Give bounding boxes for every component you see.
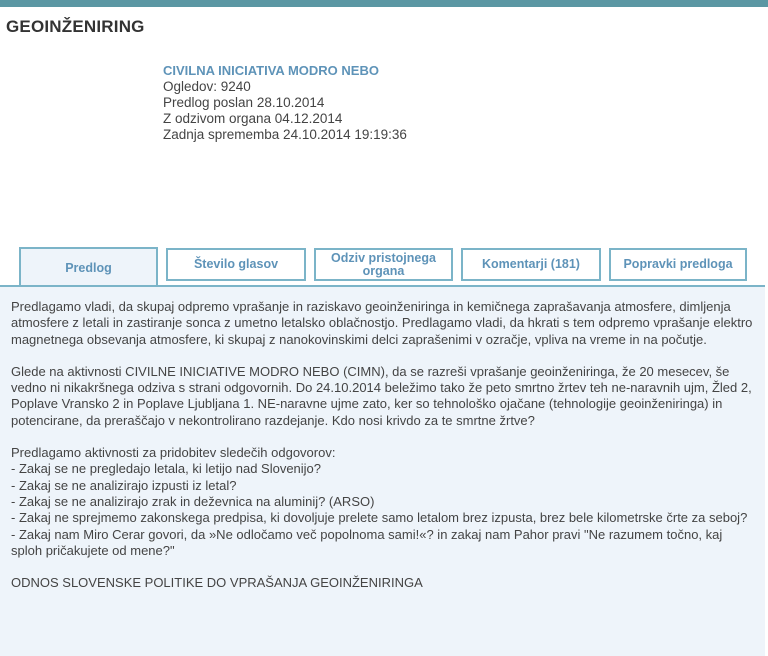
tab-popravki[interactable]: Popravki predloga	[609, 248, 747, 281]
last-change-date: Zadnja sprememba 24.10.2014 19:19:36	[163, 127, 407, 142]
proposal-meta	[163, 63, 407, 143]
closing-line: ODNOS SLOVENSKE POLITIKE DO VPRAŠANJA GEOINŽENIRINGA	[11, 575, 423, 591]
tab-komentarji[interactable]: Komentarji (181)	[461, 248, 601, 281]
questions-block	[11, 445, 756, 559]
question-item: - Zakaj nam Miro Cerar govori, da »Ne odločamo več popolnoma sami!«? in zakaj nam Pahor pravi "Ne razumem točno, kaj sploh pričakujete od mene?"	[11, 526, 723, 558]
top-accent-bar	[0, 0, 768, 7]
question-item: - Zakaj se ne analizirajo zrak in deževnica na aluminij? (ARSO)	[11, 493, 375, 509]
sent-date: Predlog poslan 28.10.2014	[163, 95, 325, 110]
question-item: - Zakaj se ne pregledajo letala, ki letijo nad Slovenijo?	[11, 461, 322, 477]
question-item: - Zakaj ne sprejmemo zakonskega predpisa, ki dovoljuje prelete samo letalom brez izpusta, brez bele kilometrske črte za seboj?	[11, 510, 748, 526]
tab-stevilo-glasov[interactable]: Število glasov	[166, 248, 306, 281]
paragraph-2: Glede na aktivnosti CIVILNE INICIATIVE MODRO NEBO (CIMN), da se razreši vprašanje geoinženiringa, že 20 mesecev, še vedno ni nikakršnega odziva s strani odgovornih. Do 24.10.2014 beležimo tako že peto smrtno žrtev teh ne-naravnih ujm, Žled 2, Poplave Vransko 2 in Poplave Ljubljana 1. NE-naravne ujme zato, ker so tehnološko ojačane (tehnologije geoinženiringa) in potencirane, da preraščajo v nekontrolirano razdejanje. Kdo nosi krivdo za te smrtne žrtve?	[11, 363, 752, 428]
tab-odziv-organa[interactable]: Odziv pristojnega organa	[314, 248, 453, 281]
views-count: Ogledov: 9240	[163, 79, 251, 94]
questions-intro: Predlagamo aktivnosti za pridobitev sledečih odgovorov:	[11, 445, 336, 461]
proposal-body	[11, 299, 756, 591]
page-title: GEOINŽENIRING	[6, 17, 145, 36]
initiative-name[interactable]: CIVILNA INICIATIVA MODRO NEBO	[163, 63, 379, 78]
question-item: - Zakaj se ne analizirajo izpusti iz letal?	[11, 477, 237, 493]
response-date: Z odzivom organa 04.12.2014	[163, 111, 343, 126]
paragraph-1: Predlagamo vladi, da skupaj odpremo vprašanje in raziskavo geoinženiringa in kemičnega zaprašavanja atmosfere, dimljenja atmosfere z letali in zastiranje sonca z umetno letalsko oblačnostjo. Predlagamo vladi, da hkrati s tem odpremo vprašanje elektro magnetnega obsevanja atmosfere, ki skupaj z nanokovinskimi delci zaprašenimi v ozračje, vpliva na vreme in na počutje.	[11, 299, 753, 347]
tab-bar	[0, 245, 768, 285]
questions-list	[11, 461, 756, 559]
tab-predlog[interactable]: Predlog	[19, 247, 158, 287]
